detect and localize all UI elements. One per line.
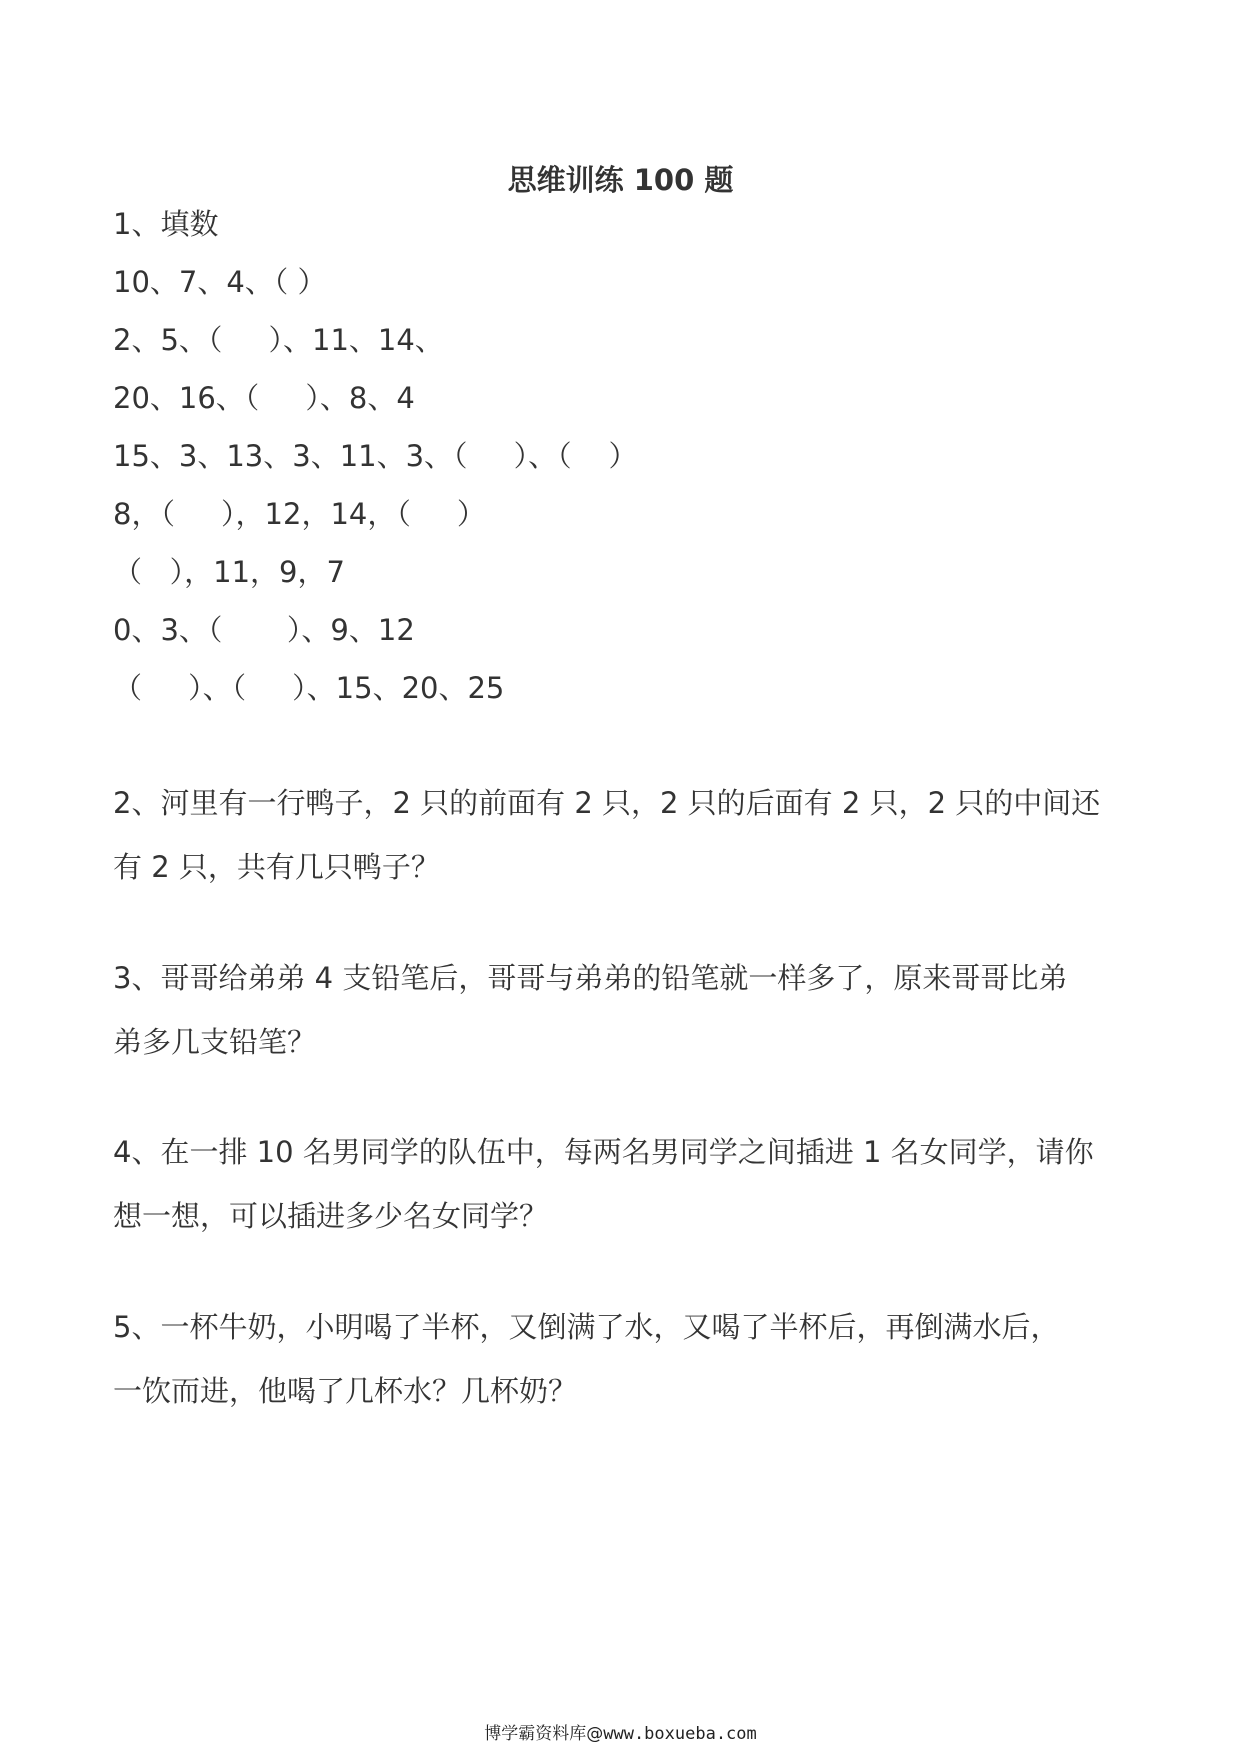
sequence-row: 2、5、（ ）、11、14、: [113, 323, 444, 357]
sequence-row: 0、3、（ ）、9、12: [113, 613, 415, 647]
footer-site: www.boxueba.com: [603, 1724, 757, 1744]
question-5-line-2: 一饮而进，他喝了几杯水？几杯奶？: [113, 1374, 578, 1408]
question-3-line-2: 弟多几支铅笔？: [113, 1025, 317, 1059]
question-3: [113, 946, 1133, 1074]
question-5: [113, 1295, 1133, 1423]
sequence-row: （ ）、（ ）、15、20、25: [113, 671, 505, 705]
sequence-row: 8，（ ），12，14，（ ）: [113, 497, 486, 531]
footer-watermark: [0, 1722, 1241, 1746]
footer-brand: 博学霸资料库@: [484, 1724, 604, 1744]
question-2-line-2: 有 2 只，共有几只鸭子？: [113, 850, 440, 884]
question-2: [113, 771, 1133, 899]
sequence-row: （ ），11，9，7: [113, 555, 345, 589]
sequence-row: 10、7、4、（ ）: [113, 265, 327, 299]
question-4-line-1: 4、在一排 10 名男同学的队伍中，每两名男同学之间插进 1 名女同学，请你: [113, 1135, 1094, 1169]
question-2-line-1: 2、河里有一行鸭子，2 只的前面有 2 只，2 只的后面有 2 只，2 只的中间还: [113, 786, 1101, 820]
question-3-line-1: 3、哥哥给弟弟 4 支铅笔后，哥哥与弟弟的铅笔就一样多了，原来哥哥比弟: [113, 961, 1068, 995]
question-5-line-1: 5、一杯牛奶，小明喝了半杯，又倒满了水，又喝了半杯后，再倒满水后，: [113, 1310, 1060, 1344]
page-title: 思维训练 100 题: [507, 163, 734, 197]
sequence-row: 20、16、（ ）、8、4: [113, 381, 415, 415]
question-1-heading: 1、填数: [113, 207, 219, 241]
question-4-line-2: 想一想，可以插进多少名女同学？: [113, 1199, 549, 1233]
question-4: [113, 1120, 1133, 1248]
sequence-row: 15、3、13、3、11、3、（ ）、（ ）: [113, 439, 638, 473]
